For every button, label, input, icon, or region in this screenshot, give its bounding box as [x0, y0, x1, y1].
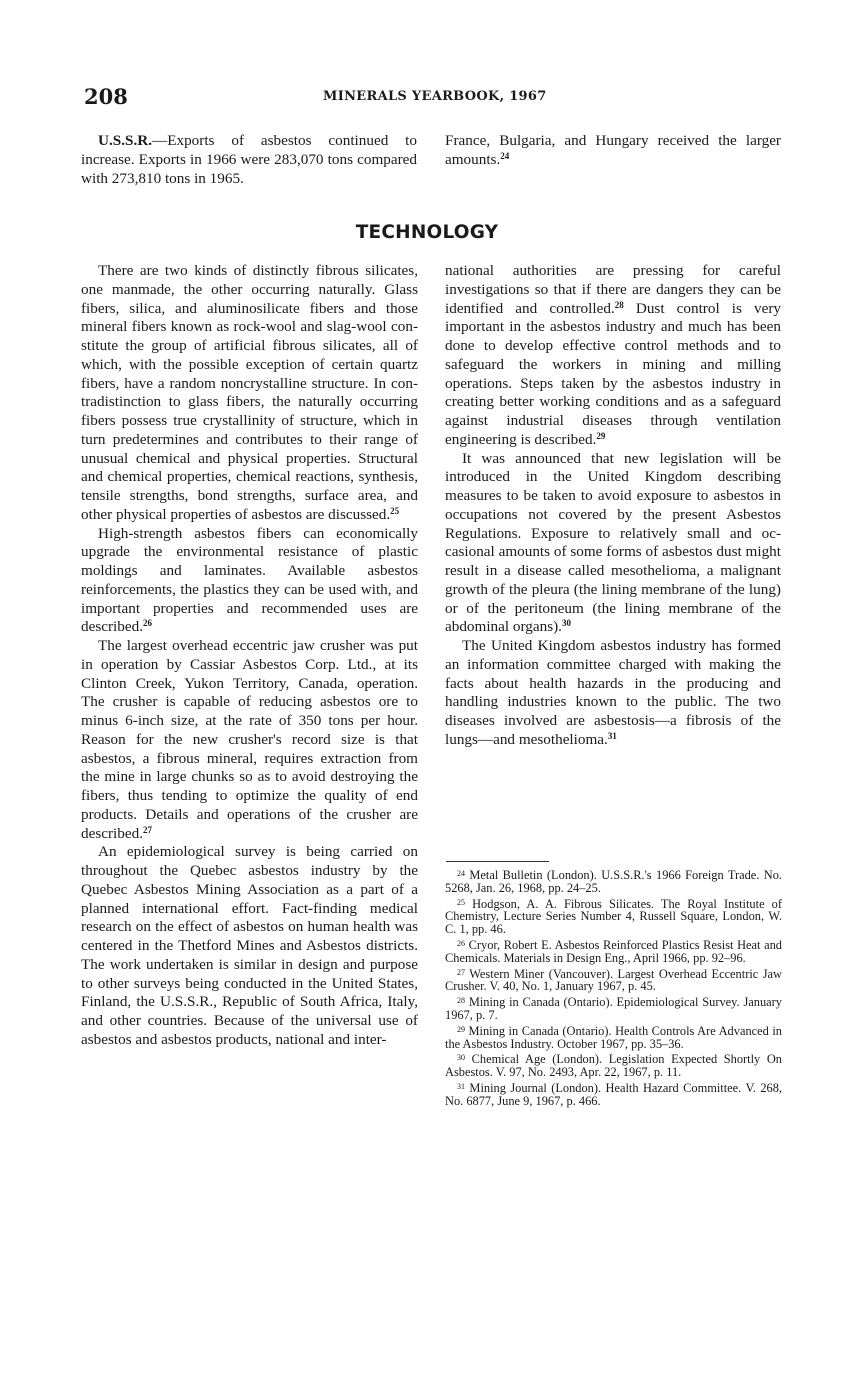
france-text: France, Bulgaria, and Hungary received the larger amounts.	[445, 132, 781, 168]
footnote-ref-28: 28	[614, 299, 624, 310]
footnote-ref-25: 25	[390, 505, 400, 516]
footnote-number: 26	[457, 938, 465, 948]
high-strength-paragraph	[81, 525, 418, 638]
footnote-number: 28	[457, 996, 465, 1006]
footnote-text: Metal Bulletin (London). U.S.S.R.'s 1966 Foreign Trade. No. 5268, Jan. 26, 1968, pp. 24–25.	[445, 868, 782, 895]
footnote-26	[445, 939, 782, 965]
paragraph-text: It was announced that new legislation will be introduced in the United Kingdom describing measures to be taken to avoid exposure to asbestos in occupations not covered by the present Asbestos Regulations. Exposure to relatively small and occasional amounts of some forms of asbestos dust might result in a disease called mesothelioma, a malignant growth of the pleura (the lining membrane of the lung) or of the peritoneum (the lining membrane of the abdominal organs).	[445, 449, 781, 636]
footnote-number: 25	[457, 897, 465, 907]
section-title: TECHNOLOGY	[355, 222, 499, 243]
footnote-ref-27: 27	[143, 824, 152, 835]
paragraph-text: The largest overhead eccentric jaw crusher was put in operation by Cassiar Asbestos Corp. Ltd., at its Clinton Creek, Yukon Territory, Canada, operation. The crusher is capable of reducing asbestos ore to minus 6-inch size, at the rate of 350 tons per hour. Reason for the new crusher's record size is that asbestos, a fibrous mineral, requires extraction from the mine in large chunks so as to avoid destroying the fibers, thus tending to optimize the quality of end products. Details and operations of the crusher are described.	[81, 637, 418, 842]
footnote-ref-29: 29	[596, 430, 606, 441]
footnote-text: Hodgson, A. A. Fibrous Silicates. The Royal Institute of Chemistry, Lecture Series Number 4, Russell Square, London, W. C. 1, pp. 46.	[445, 896, 782, 937]
uk-legislation-paragraph	[445, 450, 781, 638]
footnote-text: Western Miner (Vancouver). Largest Overhead Eccentric Jaw Crusher. V. 40, No. 1, January 1967, p. 45.	[445, 966, 782, 994]
footnote-ref-30: 30	[561, 618, 571, 629]
left-column	[81, 262, 418, 1050]
france-paragraph	[445, 132, 781, 170]
ussr-text: —Exports of asbestos continued to increase. Exports in 1966 were 283,070 tons compared with 273,810 tons in 1965.	[81, 132, 417, 187]
fibrous-silicates-paragraph	[81, 262, 418, 525]
ussr-paragraph	[81, 132, 417, 188]
footnote-number: 29	[457, 1024, 465, 1034]
footnote-31	[445, 1082, 782, 1108]
national-authorities-paragraph	[445, 262, 781, 450]
footnote-number: 24	[457, 869, 465, 878]
top-right-paragraph	[445, 132, 781, 170]
footnote-25	[445, 898, 782, 936]
paragraph-text: There are two kinds of distinctly fibrous silicates, one manmade, the other occurring naturally. Glass fibers, silica, and aluminosilicate fibers and those mineral fibers known as rock-wool and slag-wool constitute the group of artificial fibrous silicates, all of which, with the possible exception of certain quartz fibers, have a random noncrystalline structure. In contradistinction to glass fibers, the naturally occurring fibers possess true crystallinity of structure, which in turn predetermines and contributes to their range of unusual chemical and physical properties. Structural and chemical properties, chemical reactions, synthesis, tensile strengths, bond strengths, surface area, and other physical properties of asbestos are discussed.	[81, 262, 418, 523]
paragraph-text: national authorities are pressing for careful investigations so that if there are dangers they can be identified and controlled.	[445, 262, 781, 317]
running-title: MINERALS YEARBOOK, 1967	[323, 89, 547, 104]
footnote-ref-31: 31	[607, 730, 617, 741]
footnote-30	[445, 1053, 782, 1079]
jaw-crusher-paragraph	[81, 637, 418, 843]
footnote-text: Mining in Canada (Ontario). Epidemiological Survey. January 1967, p. 7.	[445, 995, 782, 1022]
footnote-text: Chemical Age (London). Legislation Expected Shortly On Asbestos. V. 97, No. 2493, Apr. 22, 1967, p. 11.	[445, 1052, 782, 1080]
footnote-28	[445, 996, 782, 1022]
footnote-text: Mining in Canada (Ontario). Health Controls Are Advanced in the Asbestos Industry. October 1967, pp. 35–36.	[445, 1023, 782, 1051]
ussr-lead: U.S.S.R.	[98, 132, 153, 149]
footnote-divider	[446, 861, 549, 862]
footnote-24	[445, 869, 782, 895]
footnote-29	[445, 1025, 782, 1051]
paragraph-text: An epidemiological survey is being carried on throughout the Quebec asbestos industry by the Quebec Asbestos Mining Association as a part of a planned international effort. Fact-finding medical research on the effect of asbestos on human health was centered in the Thetford Mines and Asbestos districts. The work undertaken is similar in design and purpose to other surveys being conducted in the United States, Finland, the U.S.S.R., Republic of South Africa, Italy, and other countries. Because of the universal use of asbestos and asbestos products, national and inter-	[81, 843, 418, 1048]
footnote-number: 30	[457, 1053, 465, 1063]
footnote-text: Mining Journal (London). Health Hazard Committee. V. 268, No. 6877, June 9, 1967, p. 466.	[445, 1080, 783, 1108]
footnote-ref-24: 24	[500, 150, 510, 161]
footnote-number: 27	[457, 967, 465, 977]
paragraph-text: High-strength asbestos fibers can economically upgrade the environmental resistance of plastic moldings and laminates. Available asbestos reinforcements, the plastics they can be used with, and important properties and recommended uses are described.	[81, 524, 418, 636]
right-column	[445, 262, 781, 750]
uk-industry-paragraph	[445, 637, 781, 750]
paragraph-text: The United Kingdom asbestos industry has formed an information committee charged with making the facts about health hazards in the producing and handling industries known to the public. The two diseases involved are asbestosis—a fibrosis of the lungs—and mesothelioma.	[445, 637, 781, 748]
footnote-27	[445, 968, 782, 994]
footnote-ref-26: 26	[143, 618, 152, 629]
footnotes	[445, 869, 782, 1111]
epidemiological-survey-paragraph	[81, 843, 418, 1049]
paragraph-text: Dust control is very important in the asbestos industry and much has been done to develop effective control methods and to safeguard the workers in mining and milling operations. Steps taken by the asbestos industry in creating better working conditions and as a safeguard against industrial diseases through ventilation engineering is described.	[445, 299, 782, 448]
footnote-number: 31	[457, 1081, 465, 1091]
footnote-text: Cryor, Robert E. Asbestos Reinforced Plastics Resist Heat and Chemicals. Materials in Design Eng., April 1966, pp. 92–96.	[445, 937, 782, 965]
top-left-paragraph	[81, 132, 417, 188]
page-number: 208	[84, 84, 128, 109]
